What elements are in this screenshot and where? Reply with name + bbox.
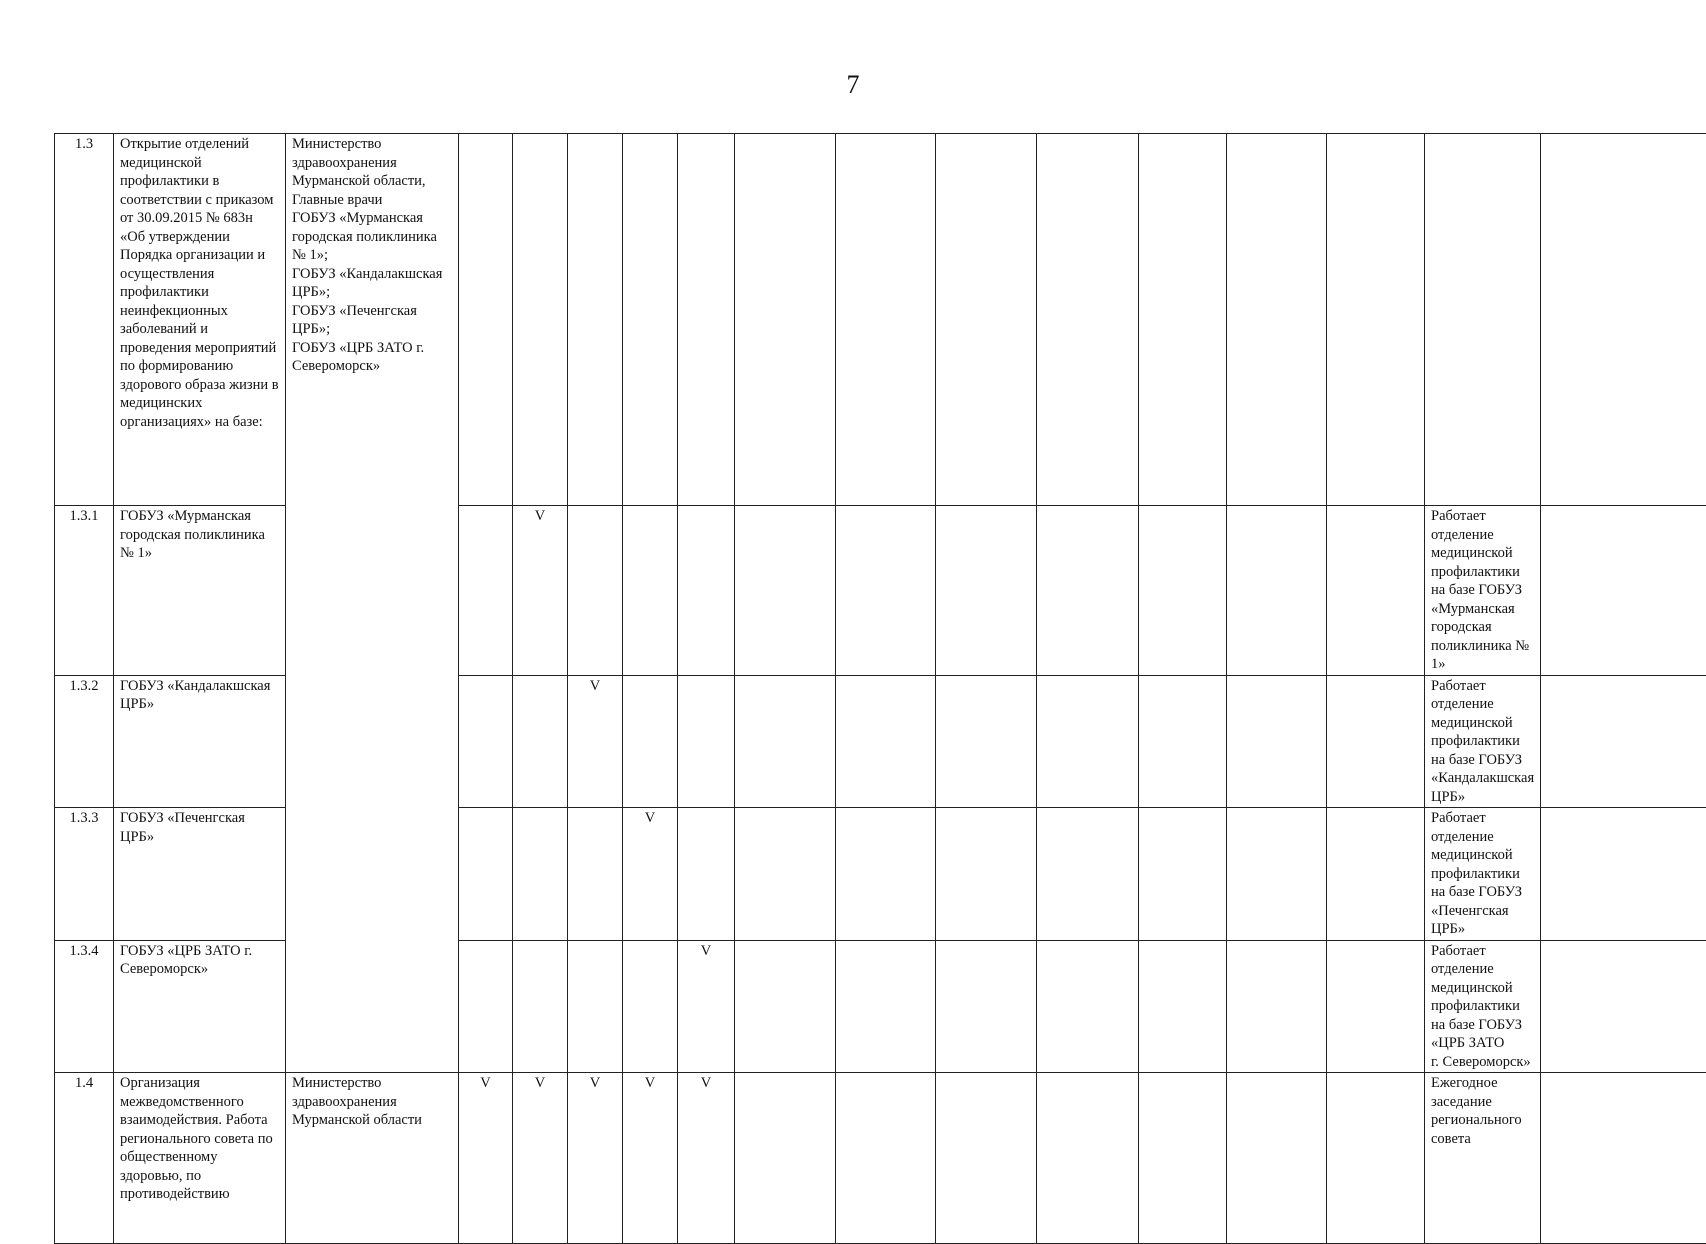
item-number: 1.4 (55, 1073, 114, 1244)
empty-cell (836, 808, 936, 941)
empty-cell (1139, 675, 1227, 808)
empty-cell (735, 675, 836, 808)
period-mark (513, 940, 568, 1073)
period-mark (678, 675, 735, 808)
empty-cell (1227, 808, 1327, 941)
item-number: 1.3.2 (55, 675, 114, 808)
result-cell: Работает отделение медицинской профилактики на базе ГОБУЗ «Кандалакшская ЦРБ» (1425, 675, 1541, 808)
plan-table-body (55, 134, 1706, 1244)
result-cell: Работает отделение медицинской профилактики на базе ГОБУЗ «Мурманская городская поликлиника № 1» (1425, 506, 1541, 676)
page-number: 7 (0, 70, 1706, 100)
activity-cell: Организация межведомственного взаимодействия. Работа регионального совета по общественному здоровью, по противодействию (114, 1073, 286, 1244)
empty-cell (1037, 675, 1139, 808)
empty-cell (936, 808, 1037, 941)
period-mark: V (459, 1073, 513, 1244)
empty-cell (936, 506, 1037, 676)
empty-cell (1327, 1073, 1425, 1244)
empty-cell (936, 940, 1037, 1073)
period-mark (678, 506, 735, 676)
empty-cell (1139, 940, 1227, 1073)
period-mark (459, 506, 513, 676)
period-mark (513, 808, 568, 941)
period-mark (513, 134, 568, 506)
activity-cell: ГОБУЗ «Кандалакшская ЦРБ» (114, 675, 286, 808)
period-mark (459, 134, 513, 506)
empty-cell (1541, 1073, 1706, 1244)
empty-cell (1037, 808, 1139, 941)
period-mark (568, 808, 623, 941)
empty-cell (1227, 506, 1327, 676)
period-mark (568, 134, 623, 506)
empty-cell (936, 1073, 1037, 1244)
empty-cell (936, 675, 1037, 808)
empty-cell (1139, 506, 1227, 676)
empty-cell (1227, 134, 1327, 506)
empty-cell (936, 134, 1037, 506)
activity-cell: Открытие отделений медицинской профилактики в соответствии с приказом от 30.09.2015 № 683н «Об утверждении Порядка организации и осуществления профилактики неинфекционных заболеваний и проведения мероприятий по формированию здорового образа жизни в медицинских организациях» на базе: (114, 134, 286, 506)
period-mark (513, 675, 568, 808)
period-mark (459, 808, 513, 941)
period-mark: V (623, 1073, 678, 1244)
empty-cell (836, 134, 936, 506)
result-cell: Ежегодное заседание регионального совета (1425, 1073, 1541, 1244)
item-number: 1.3 (55, 134, 114, 506)
period-mark (623, 940, 678, 1073)
item-number: 1.3.1 (55, 506, 114, 676)
empty-cell (735, 1073, 836, 1244)
empty-cell (735, 808, 836, 941)
empty-cell (1037, 134, 1139, 506)
responsible-cell: Министерство здравоохранения Мурманской области, Главные врачи ГОБУЗ «Мурманская городская поликлиника № 1»; ГОБУЗ «Кандалакшская ЦРБ»; ГОБУЗ «Печенгская ЦРБ»; ГОБУЗ «ЦРБ ЗАТО г. Североморск» (286, 134, 459, 1073)
period-mark: V (568, 1073, 623, 1244)
empty-cell (1139, 808, 1227, 941)
period-mark (568, 506, 623, 676)
activity-cell: ГОБУЗ «ЦРБ ЗАТО г. Североморск» (114, 940, 286, 1073)
empty-cell (836, 675, 936, 808)
period-mark (459, 675, 513, 808)
empty-cell (1037, 1073, 1139, 1244)
activity-cell: ГОБУЗ «Мурманская городская поликлиника № 1» (114, 506, 286, 676)
period-mark: V (568, 675, 623, 808)
plan-table (54, 133, 1706, 1244)
period-mark (678, 134, 735, 506)
period-mark (623, 675, 678, 808)
empty-cell (735, 940, 836, 1073)
period-mark (623, 134, 678, 506)
empty-cell (1541, 506, 1706, 676)
result-cell: Работает отделение медицинской профилактики на базе ГОБУЗ «ЦРБ ЗАТО г. Североморск» (1425, 940, 1541, 1073)
empty-cell (1327, 940, 1425, 1073)
empty-cell (1227, 675, 1327, 808)
empty-cell (1541, 940, 1706, 1073)
empty-cell (1227, 940, 1327, 1073)
empty-cell (1227, 1073, 1327, 1244)
period-mark: V (678, 1073, 735, 1244)
empty-cell (735, 506, 836, 676)
empty-cell (836, 1073, 936, 1244)
result-cell: Работает отделение медицинской профилактики на базе ГОБУЗ «Печенгская ЦРБ» (1425, 808, 1541, 941)
period-mark (568, 940, 623, 1073)
period-mark: V (513, 506, 568, 676)
period-mark: V (513, 1073, 568, 1244)
empty-cell (1541, 134, 1706, 506)
empty-cell (1037, 940, 1139, 1073)
item-number: 1.3.4 (55, 940, 114, 1073)
empty-cell (1541, 808, 1706, 941)
empty-cell (735, 134, 836, 506)
empty-cell (1139, 134, 1227, 506)
item-number: 1.3.3 (55, 808, 114, 941)
empty-cell (1139, 1073, 1227, 1244)
table-row (55, 134, 1706, 506)
empty-cell (1327, 134, 1425, 506)
empty-cell (1327, 808, 1425, 941)
period-mark (459, 940, 513, 1073)
empty-cell (1541, 675, 1706, 808)
period-mark (678, 808, 735, 941)
empty-cell (836, 940, 936, 1073)
result-cell (1425, 134, 1541, 506)
empty-cell (1037, 506, 1139, 676)
empty-cell (836, 506, 936, 676)
responsible-cell: Министерство здравоохранения Мурманской области (286, 1073, 459, 1244)
period-mark: V (678, 940, 735, 1073)
activity-cell: ГОБУЗ «Печенгская ЦРБ» (114, 808, 286, 941)
period-mark: V (623, 808, 678, 941)
period-mark (623, 506, 678, 676)
empty-cell (1327, 675, 1425, 808)
table-row (55, 1073, 1706, 1244)
empty-cell (1327, 506, 1425, 676)
